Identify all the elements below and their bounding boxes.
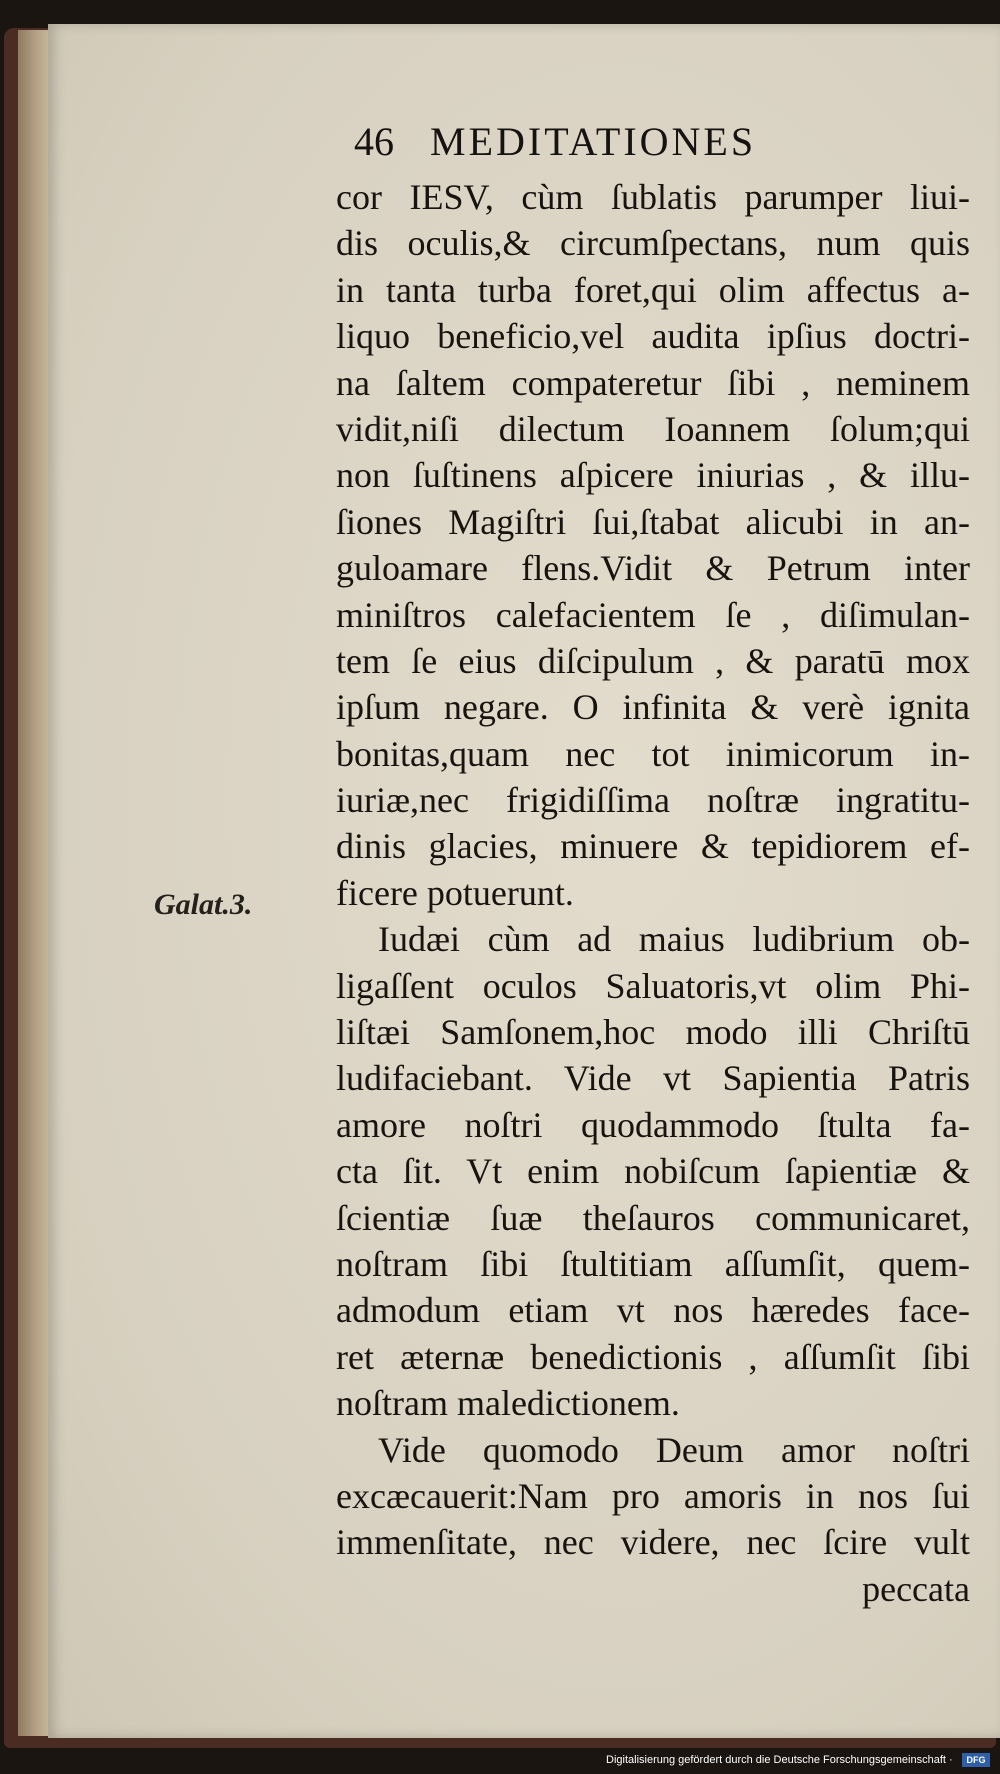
text-line: ſcientiæ ſuæ theſauros communicaret, xyxy=(336,1197,970,1238)
text-line: in tanta turba foret,qui olim affectus a- xyxy=(336,269,970,310)
text-line: cta ſit. Vt enim nobiſcum ſapientiæ & xyxy=(336,1151,970,1192)
text-line: non ſuſtinens aſpicere iniurias , & illu- xyxy=(336,455,970,496)
text-line: ipſum negare. O infinita & verè ignita xyxy=(336,687,970,728)
text-line: tem ſe eius diſcipulum , & paratū mox xyxy=(336,640,970,681)
dfg-logo: DFG xyxy=(962,1753,990,1767)
text-line: Vide quomodo Deum amor noſtri xyxy=(378,1429,970,1470)
text-line: dinis glacies, minuere & tepidiorem ef- xyxy=(336,826,970,867)
text-line: iuriæ,nec frigidiſſima noſtræ ingratitu- xyxy=(336,780,970,821)
text-line: guloamare flens.Vidit & Petrum inter xyxy=(336,548,970,589)
text-line: excæcauerit:Nam pro amoris in nos ſui xyxy=(336,1475,970,1516)
text-line: na ſaltem compateretur ſibi , neminem xyxy=(336,362,970,403)
text-line: miniſtros calefacientem ſe , diſimulan- xyxy=(336,594,970,635)
text-line: immenſitate, nec videre, nec ſcire vult xyxy=(336,1522,970,1563)
text-line: liquo beneficio,vel audita ipſius doctri- xyxy=(336,316,970,357)
text-line: amore noſtri quodammodo ſtulta fa- xyxy=(336,1104,970,1145)
running-title: MEDITATIONES xyxy=(430,119,757,164)
text-line: ſiones Magiſtri ſui,ſtabat alicubi in an- xyxy=(336,501,970,542)
text-line: Iudæi cùm ad maius ludibrium ob- xyxy=(378,919,970,960)
text-line: ficere potuerunt. xyxy=(336,872,574,913)
text-line: admodum etiam vt nos hæredes face- xyxy=(336,1290,970,1331)
text-line: bonitas,quam nec tot inimicorum in- xyxy=(336,733,970,774)
page-number: 46 xyxy=(354,119,394,164)
margin-note: Galat.3. xyxy=(154,888,253,921)
running-header xyxy=(354,118,756,165)
text-line: ret æternæ benedictionis , aſſumſit ſibi xyxy=(336,1336,970,1377)
text-line: noſtram ſibi ſtultitiam aſſumſit, quem- xyxy=(336,1243,970,1284)
text-line: ludifaciebant. Vide vt Sapientia Patris xyxy=(336,1058,970,1099)
text-line: cor IESV, cùm ſublatis parumper liui- xyxy=(336,177,970,217)
text-line: liſtæi Samſonem,hoc modo illi Chriſtū xyxy=(336,1012,970,1053)
body-text xyxy=(336,174,970,1612)
catchword: peccata xyxy=(862,1568,970,1609)
digitization-credit: Digitalisierung gefördert durch die Deutsche Forschungsgemeinschaft · xyxy=(606,1754,953,1766)
text-line: noſtram maledictionem. xyxy=(336,1383,680,1424)
text-line: dis oculis,& circumſpectans, num quis xyxy=(336,223,970,264)
text-line: ligaſſent oculos Saluatoris,vt olim Phi- xyxy=(336,965,970,1006)
text-line: vidit,niſi dilectum Ioannem ſolum;qui xyxy=(336,408,970,449)
